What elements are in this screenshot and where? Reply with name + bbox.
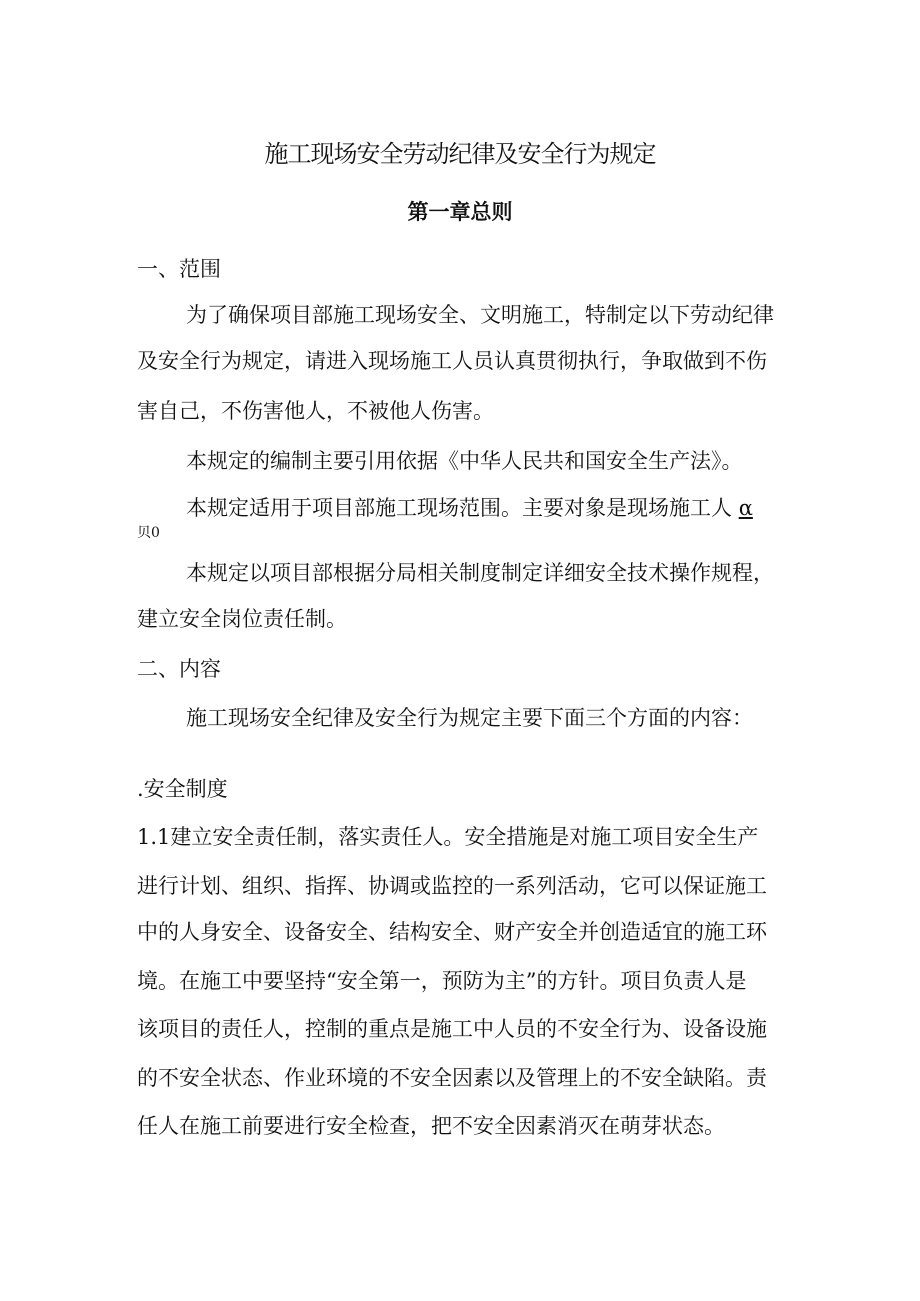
subsection-heading-safety-system: .安全制度: [137, 777, 228, 801]
paragraph-line-tail: 贝0: [137, 525, 160, 541]
paragraph-line: 进行计划、组织、指挥、协调或监控的一系列活动，它可以保证施工: [137, 874, 767, 898]
section-heading-content: 二、内容: [137, 657, 221, 681]
paragraph-line: 的不安全状态、作业环境的不安全因素以及管理上的不安全缺陷。责: [137, 1066, 767, 1090]
paragraph-line: 及安全行为规定，请进入现场施工人员认真贯彻执行，争取做到不伤: [137, 349, 767, 373]
section-heading-scope: 一、范围: [137, 257, 221, 281]
paragraph-line: 境。在施工中要坚持“安全第一，预防为主”的方针。项目负责人是: [137, 969, 747, 993]
paragraph-line: 害自己，不伤害他人，不被他人伤害。: [137, 399, 494, 423]
garbled-glyph: α: [738, 496, 753, 520]
paragraph-line: 1.1建立安全责任制，落实责任人。安全措施是对施工项目安全生产: [137, 825, 759, 849]
document-title: 施工现场安全劳动纪律及安全行为规定: [264, 140, 656, 168]
chapter-heading: 第一章总则: [407, 200, 513, 224]
paragraph-applicability: [186, 493, 753, 523]
paragraph-line: 为了确保项目部施工现场安全、文明施工，特制定以下劳动纪律: [186, 303, 774, 327]
paragraph-line: 中的人身安全、设备安全、结构安全、财产安全并创造适宜的施工环: [137, 920, 767, 944]
paragraph-line: 本规定以项目部根据分局相关制度制定详细安全技术操作规程，: [186, 561, 774, 585]
paragraph-text: 本规定适用于项目部施工现场范围。主要对象是现场施工人: [186, 496, 732, 520]
paragraph-reference-basis: 本规定的编制主要引用依据《中华人民共和国安全生产法》。: [186, 449, 743, 473]
paragraph-line: 建立安全岗位责任制。: [137, 607, 347, 631]
paragraph-line: 任人在施工前要进行安全检查，把不安全因素消灭在萌芽状态。: [137, 1114, 725, 1138]
paragraph-content-intro: 施工现场安全纪律及安全行为规定主要下面三个方面的内容：: [186, 706, 753, 730]
paragraph-line: 该项目的责任人，控制的重点是施工中人员的不安全行为、设备设施: [137, 1017, 767, 1041]
